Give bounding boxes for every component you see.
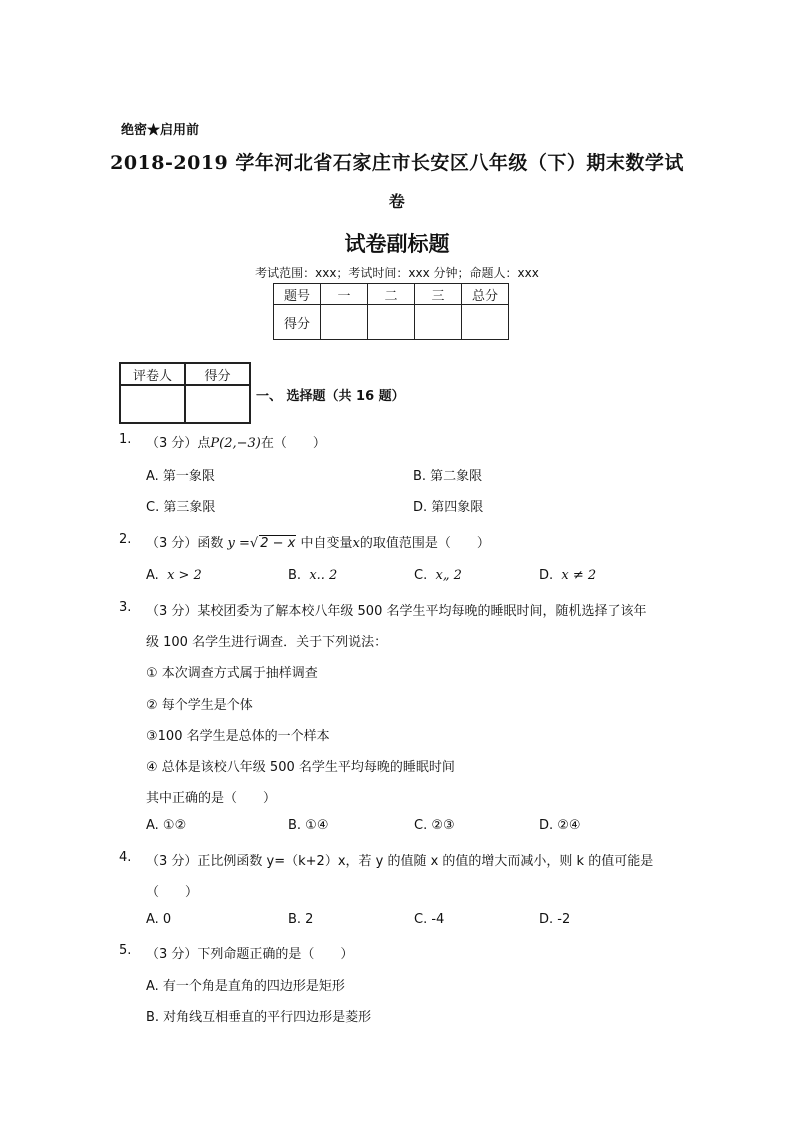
- statement: ① 本次调查方式属于抽样调查: [146, 666, 318, 681]
- score-table-header: 一: [321, 284, 368, 305]
- option-d[interactable]: D. -2: [539, 912, 571, 927]
- option-d[interactable]: D. ②④: [539, 818, 581, 833]
- score-row-label: 得分: [274, 305, 321, 340]
- score-table-header: 总分: [462, 284, 509, 305]
- option-c[interactable]: C. x„ 2: [414, 568, 462, 583]
- question-number: 3.: [119, 600, 132, 615]
- statement: ④ 总体是该校八年级 500 名学生平均每晚的睡眠时间: [146, 760, 455, 775]
- grader-header: 得分: [185, 363, 250, 385]
- option-a[interactable]: A. 0: [146, 912, 172, 927]
- exam-info: 考试范围：xxx；考试时间：xxx 分钟；命题人：xxx: [255, 266, 539, 280]
- stem-text: 中自变量: [300, 536, 353, 551]
- exam-subtitle: 试卷副标题: [344, 231, 450, 256]
- option-c[interactable]: C. 第三象限: [146, 500, 216, 515]
- option-c[interactable]: C. ②③: [414, 818, 455, 833]
- score-table-header: 题号: [274, 284, 321, 305]
- score-cell[interactable]: [368, 305, 415, 340]
- stem-text: （3 分）点: [146, 436, 211, 451]
- statement: ③100 名学生是总体的一个样本: [146, 729, 330, 744]
- question-stem-line: （3 分）正比例函数 y=（k+2）x，若 y 的值随 x 的值的增大而减小，则 k 的值可能是: [146, 854, 654, 869]
- confidential-mark: 绝密★启用前: [121, 123, 200, 138]
- stem-math: y =: [227, 536, 250, 551]
- statement: ② 每个学生是个体: [146, 698, 253, 713]
- question-stem-line: （ ）: [146, 885, 199, 900]
- question-stem: [146, 432, 326, 451]
- exam-title: 2018-2019 学年河北省石家庄市长安区八年级（下）期末数学试: [110, 152, 684, 174]
- question-number: 5.: [119, 943, 132, 958]
- grader-score-cell[interactable]: [185, 385, 250, 423]
- exam-title-continued: 卷: [388, 192, 406, 211]
- score-table-header: 二: [368, 284, 415, 305]
- question-number: 4.: [119, 850, 132, 865]
- score-cell[interactable]: [321, 305, 368, 340]
- sqrt-symbol: √: [249, 536, 259, 551]
- grader-cell[interactable]: [120, 385, 185, 423]
- stem-text: 的取值范围是（ ）: [359, 536, 490, 551]
- question-stem-line: 级 100 名学生进行调查．关于下列说法：: [146, 635, 388, 650]
- stem-math: x: [352, 536, 360, 551]
- grader-box: [119, 362, 251, 424]
- score-cell[interactable]: [462, 305, 509, 340]
- question-number: 1.: [119, 432, 132, 447]
- option-b[interactable]: B. x.. 2: [288, 568, 338, 583]
- stem-text: 在（ ）: [260, 436, 326, 451]
- stem-text: （3 分）函数: [146, 536, 224, 551]
- question-stem: [146, 532, 490, 551]
- option-a[interactable]: A. ①②: [146, 818, 187, 833]
- option-a[interactable]: A. 有一个角是直角的四边形是矩形: [146, 979, 345, 994]
- question-stem-line: 其中正确的是（ ）: [146, 791, 277, 806]
- option-d[interactable]: D. 第四象限: [413, 500, 484, 515]
- grader-header: 评卷人: [120, 363, 185, 385]
- section-title: 一、 选择题（共 16 题）: [256, 389, 405, 404]
- option-b[interactable]: B. 对角线互相垂直的平行四边形是菱形: [146, 1010, 372, 1025]
- score-table-header: 三: [415, 284, 462, 305]
- option-b[interactable]: B. 第二象限: [413, 469, 483, 484]
- option-a[interactable]: A. x > 2: [146, 568, 202, 583]
- stem-math: P(2,−3): [210, 436, 261, 451]
- score-cell[interactable]: [415, 305, 462, 340]
- option-d[interactable]: D. x ≠ 2: [539, 568, 597, 583]
- option-b[interactable]: B. 2: [288, 912, 314, 927]
- option-b[interactable]: B. ①④: [288, 818, 329, 833]
- question-stem: （3 分）下列命题正确的是（ ）: [146, 947, 354, 962]
- stem-math-radicand: 2 − x: [260, 536, 296, 551]
- question-number: 2.: [119, 532, 132, 547]
- question-stem-line: （3 分）某校团委为了解本校八年级 500 名学生平均每晚的睡眠时间，随机选择了该年: [146, 604, 647, 619]
- score-table: [273, 283, 509, 340]
- option-a[interactable]: A. 第一象限: [146, 469, 215, 484]
- option-c[interactable]: C. -4: [414, 912, 445, 927]
